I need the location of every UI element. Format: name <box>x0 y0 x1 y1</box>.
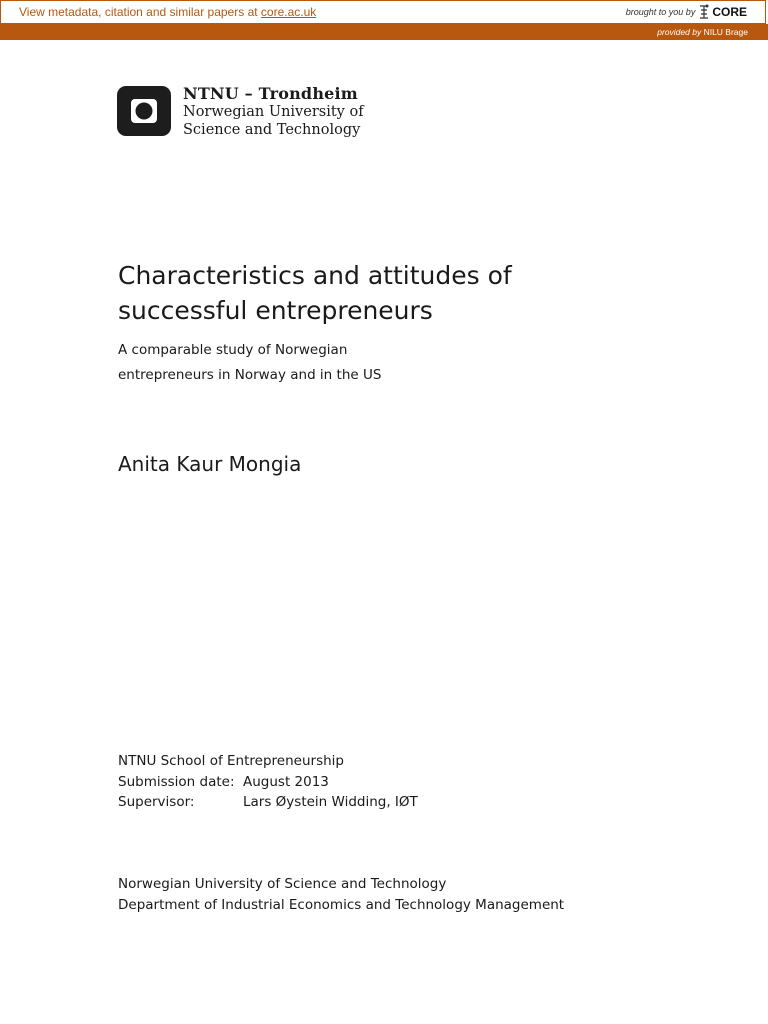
provided-by-text <box>657 27 768 37</box>
supervisor-row <box>118 792 418 813</box>
document-title <box>118 258 638 328</box>
ntnu-logo-text <box>183 86 364 139</box>
ntnu-logo-mark <box>127 96 161 126</box>
logo-line-1: NTNU – Trondheim <box>183 84 358 103</box>
supervisor-label: Supervisor: <box>118 794 195 810</box>
logo-line-2: Norwegian University of <box>183 104 364 120</box>
submission-label: Submission date: <box>118 773 235 790</box>
university-name: Norwegian University of Science and Technology <box>118 876 447 892</box>
core-brand-label: CORE <box>712 5 747 19</box>
brought-to-you-label: brought to you by <box>625 7 696 17</box>
subtitle-line-1: A comparable study of Norwegian <box>118 342 348 358</box>
author-name: Anita Kaur Mongia <box>118 452 302 476</box>
core-link[interactable]: core.ac.uk <box>260 5 317 19</box>
view-metadata-label: View metadata, citation and similar papers at <box>19 5 261 19</box>
core-branding[interactable] <box>626 4 765 20</box>
core-metadata-text <box>1 5 316 19</box>
logo-line-3: Science and Technology <box>183 122 361 138</box>
provided-by-label: provided by <box>657 27 702 37</box>
document-subtitle <box>118 338 538 388</box>
core-banner <box>0 0 766 24</box>
ntnu-logo <box>117 86 364 139</box>
subtitle-line-2: entrepreneurs in Norway and in the US <box>118 367 382 383</box>
thesis-details <box>118 751 418 813</box>
title-line-1: Characteristics and attitudes of <box>118 261 512 290</box>
core-icon <box>698 4 710 20</box>
provider-name: NILU Brage <box>703 27 748 37</box>
department-name: Department of Industrial Economics and Technology Management <box>118 896 565 913</box>
supervisor-value: Lars Øystein Widding, IØT <box>243 794 418 810</box>
submission-value: August 2013 <box>243 773 329 790</box>
provider-bar <box>0 24 768 40</box>
institution-footer <box>118 874 564 915</box>
submission-row <box>118 772 418 793</box>
school-name: NTNU School of Entrepreneurship <box>118 753 344 769</box>
core-logo[interactable] <box>698 4 747 20</box>
ntnu-logo-icon <box>117 86 171 136</box>
title-line-2: successful entrepreneurs <box>118 296 433 325</box>
